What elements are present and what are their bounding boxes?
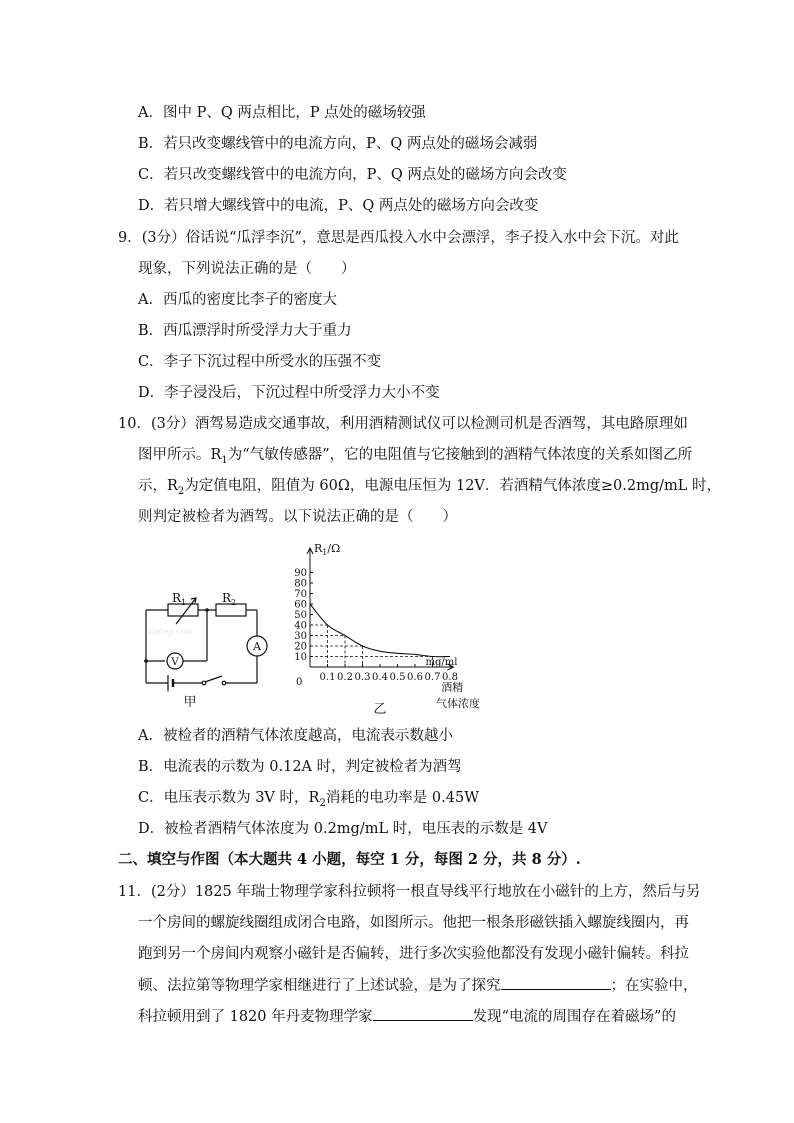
q8-option-c: C．若只改变螺线管中的电流方向，P、Q 两点处的磁场方向会改变 [138,167,567,183]
chart-x-tick-label: 0.8 [442,672,458,683]
chart-caption: 乙 [373,702,387,717]
q10-r1-subscript: 1 [221,454,228,466]
q10-option-c [138,788,479,814]
chart-x-tick-label: 0.2 [337,672,353,683]
chart-y-tick-label: 30 [294,631,307,642]
chart-x-unit: mg/ml [425,657,458,668]
q9-option-c: C．李子下沉过程中所受水的压强不变 [138,354,382,370]
q10-figure [130,540,530,720]
chart-y-tick-label: 60 [294,599,307,611]
chart-dashed-guides [310,625,433,667]
chart-y-tick-label: 80 [294,578,307,590]
q11-stem-line4 [138,975,698,996]
r1-label: $R_1$ [172,591,187,607]
q11-line5-start: 科拉顿用到了 1820 年丹麦物理学家 [138,1009,373,1025]
q10-line2-rest: 为“气敏传感器”，它的电阻值与它接触到的酒精气体浓度的关系如图乙所 [227,447,693,463]
q9-option-a: A．西瓜的密度比李子的密度大 [138,292,337,308]
ammeter-label: A [253,640,261,653]
q11-line5-rest: 发现“电流的周围存在着磁场”的 [472,1009,676,1025]
q10-r2-subscript: 2 [177,485,185,497]
q11-stem-line3: 跑到另一个房间内观察小磁针是否偏转，进行多次实验他都没有发现小磁针偏转。科拉 [138,946,689,962]
switch-contact [222,681,226,685]
q11-line4-rest: ；在实验中， [610,978,698,994]
q11-answer-blank-1[interactable] [501,975,611,990]
q8-option-b: B．若只改变螺线管中的电流方向，P、Q 两点处的磁场会减弱 [138,136,538,152]
q10-line3-start: 示， [138,478,167,494]
q10-line3-rest: 为定值电阻，阻值为 60Ω，电源电压恒为 12V．若酒精气体浓度≥0.2mg/mL 时， [184,478,722,494]
circuit-diagram [146,598,267,691]
switch-blade [205,676,222,682]
q10-stem-line2 [138,445,692,471]
q8-option-a: A．图中 P、Q 两点相比，P 点处的磁场较强 [138,105,426,121]
q11-answer-blank-2[interactable] [373,1006,473,1021]
chart-x-label-line1: 酒精 [441,681,464,694]
chart-y-label: $R_1/\Omega$ [314,542,341,557]
chart-x-tick-label: 0.7 [424,672,441,683]
chart-x-tick-label: 0.5 [389,672,406,683]
chart-y-tick-label: 20 [294,641,307,653]
q9-option-b: B．西瓜漂浮时所受浮力大于重力 [138,323,352,339]
q11-stem-line1: 11．(2分）1825 年瑞士物理学家科拉顿将一根直导线平行地放在小磁针的上方，然后与另 [118,884,701,900]
chart-origin-label: 0 [296,677,303,688]
q10-option-c-r: R [308,790,320,806]
q10-stem-line4: 则判定被检者为酒驾。以下说法正确的是（ ） [138,509,457,525]
junction-top [205,608,209,612]
chart-y-tick-label: 40 [294,620,307,632]
chart-x-tick-label: 0.4 [372,672,388,683]
q8-option-d: D．若只增大螺线管中的电流，P、Q 两点处的磁场方向会改变 [138,198,539,214]
chart-x-tick-label: 0.1 [319,672,336,683]
chart-y-tick-label: 10 [294,652,307,663]
voltmeter-label: V [171,657,179,668]
q10-stem-line3 [138,476,721,502]
section-heading: 二、填空与作图（本大题共 4 小题，每空 1 分，每图 2 分，共 8 分）. [118,851,581,868]
q9-stem-line2: 现象，下列说法正确的是（ ） [138,261,356,277]
watermark: zzstep.com [148,627,194,636]
q10-option-a: A．被检者的酒精气体浓度越高，电流表示数越小 [138,728,453,744]
q10-option-c-sub: 2 [319,797,326,809]
chart-y-tick-label: 90 [294,568,307,579]
chart-y-tick-label: 70 [294,589,307,600]
q11-stem-line5 [138,1006,676,1027]
q10-stem-line1: 10．(3分）酒驾易造成交通事故，利用酒精测试仪可以检测司机是否酒驾，其电路原理如 [118,416,688,432]
q10-option-b: B．电流表的示数为 0.12A 时，判定被检者为酒驾 [138,759,462,775]
r1-concentration-chart [294,542,480,717]
q10-r2-symbol: R [167,478,178,494]
q10-r1-symbol: R [210,447,222,463]
chart-y-tick-label: 50 [294,610,307,621]
q10-option-c-start: C．电压表示数为 3V 时， [138,790,309,806]
q11-line4-start: 顿、法拉第等物理学家相继进行了上述试验，是为了探究 [138,978,501,994]
q10-option-d: D．被检者酒精气体浓度为 0.2mg/mL 时，电压表的示数是 4V [138,821,548,837]
chart-x-tick-label: 0.6 [407,672,423,683]
q9-stem-line1: 9．(3分）俗话说“瓜浮李沉”，意思是西瓜投入水中会漂浮，李子投入水中会下沉。对此 [118,230,679,246]
circuit-caption: 甲 [183,695,197,710]
q10-option-c-rest: 消耗的电功率是 0.45W [325,790,480,806]
q11-stem-line2: 一个房间的螺旋线圈组成闭合电路，如图所示。他把一根条形磁铁插入螺旋线圈内，再 [138,915,689,931]
junction-left [144,659,148,663]
chart-x-tick-label: 0.3 [354,672,371,683]
q9-option-d: D．李子浸没后，下沉过程中所受浮力大小不变 [138,385,440,401]
q10-line2-start: 图甲所示。 [138,447,211,463]
r2-label: $R_2$ [222,591,237,607]
chart-x-label-line2: 气体浓度 [436,697,480,710]
chart-series-line [310,604,450,657]
